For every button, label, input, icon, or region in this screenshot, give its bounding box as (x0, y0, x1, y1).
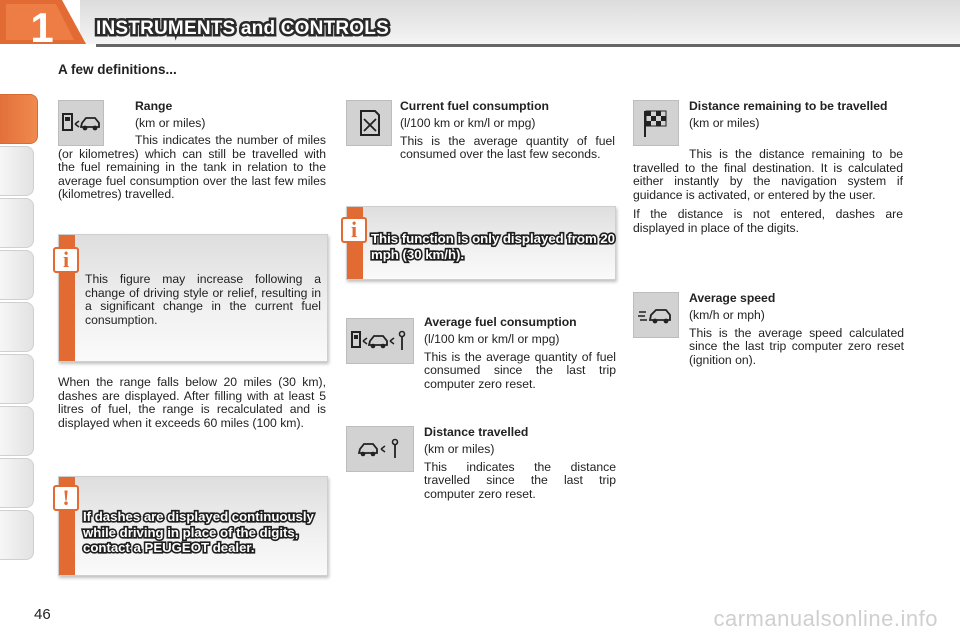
thumb-tab[interactable] (0, 510, 34, 560)
warning-note-text: If dashes are displayed continuously while driving in place of the digits, contact a PEUGEOT dealer. (83, 509, 314, 555)
chapter-number: 1 (30, 4, 54, 51)
range-unit: (km or miles) (135, 116, 206, 130)
info-note-text: This figure may increase following a change of driving style or relief, resulting in a significant change in the current fuel consumption. (85, 272, 321, 327)
average-speed-title: Average speed (689, 291, 776, 305)
info-icon: i (341, 217, 367, 243)
thumb-tab-active[interactable] (0, 94, 38, 144)
section-title: A few definitions... (58, 62, 177, 77)
distance-travelled-description: This indicates the distance travelled since the last trip computer zero reset. (424, 459, 616, 501)
info-note-fuel-change (58, 234, 328, 362)
info-note-speed-threshold (346, 206, 616, 280)
average-speed-description: This is the average speed calculated since the last trip computer zero reset (ignition on). (689, 325, 904, 367)
distance-remaining-title: Distance remaining to be travelled (689, 99, 888, 113)
average-fuel-block (424, 316, 616, 395)
range-heading-block (135, 100, 325, 135)
distance-travelled-title: Distance travelled (424, 425, 529, 439)
distance-remaining-description (633, 148, 903, 240)
current-fuel-unit: (l/100 km or km/l or mpg) (400, 116, 536, 130)
info-note-text: This function is only displayed from 20 mph (30 km/h). (371, 231, 616, 262)
header-divider (96, 44, 960, 47)
average-fuel-description: This is the average quantity of fuel consumed since the last trip computer zero reset. (424, 349, 616, 391)
chapter-thumb-tabs (0, 66, 40, 586)
thumb-tab[interactable] (0, 302, 34, 352)
thumb-tab[interactable] (0, 354, 34, 404)
page-number: 46 (34, 606, 51, 623)
thumb-tab[interactable] (0, 146, 34, 196)
average-fuel-unit: (l/100 km or km/l or mpg) (424, 332, 560, 346)
current-fuel-title: Current fuel consumption (400, 99, 549, 113)
average-speed-block (689, 292, 904, 371)
speed-car-icon (633, 292, 679, 338)
current-fuel-block (400, 100, 615, 166)
page-header-title: INSTRUMENTS and CONTROLS (96, 18, 389, 39)
car-trip-icon (346, 426, 414, 472)
info-icon: i (53, 247, 79, 273)
thumb-tab[interactable] (0, 250, 34, 300)
distance-travelled-unit: (km or miles) (424, 442, 495, 456)
watermark: carmanualsonline.info (713, 606, 938, 631)
range-title: Range (135, 99, 173, 113)
distance-remaining-unit: (km or miles) (689, 116, 760, 130)
checkered-flag-icon (633, 100, 679, 146)
distance-remaining-text: This is the distance remaining to be travelled to the final destination. It is calculated either instantly by the navigation system if guidance is activated, or entered by the user. (633, 147, 903, 202)
thumb-tab[interactable] (0, 406, 34, 456)
average-fuel-title: Average fuel consumption (424, 315, 577, 329)
range-description: This indicates the number of miles (or kilometres) which can still be travelled with the fuel remaining in the tank in relation to the average fuel consumption over the last few miles (kilometres) travelled. (58, 133, 326, 202)
distance-remaining-dashes-text: If the distance is not entered, dashes are displayed in place of the digits. (633, 207, 903, 235)
distance-remaining-heading-block (689, 100, 904, 135)
current-fuel-description: This is the average quantity of fuel consumed over the last few seconds. (400, 133, 615, 162)
distance-travelled-block (424, 426, 616, 505)
thumb-tab[interactable] (0, 458, 34, 508)
warning-icon: ! (53, 485, 79, 511)
fuel-gauge-icon (346, 100, 392, 146)
thumb-tab[interactable] (0, 198, 34, 248)
range-dashes-description: When the range falls below 20 miles (30 km), dashes are displayed. After filling with at least 5 litres of fuel, the range is recalculated and is displayed when it exceeds 60 miles (100 km). (58, 375, 326, 430)
fuel-car-trip-icon (346, 318, 414, 364)
average-speed-unit: (km/h or mph) (689, 308, 765, 322)
warning-note-dealer (58, 476, 328, 576)
